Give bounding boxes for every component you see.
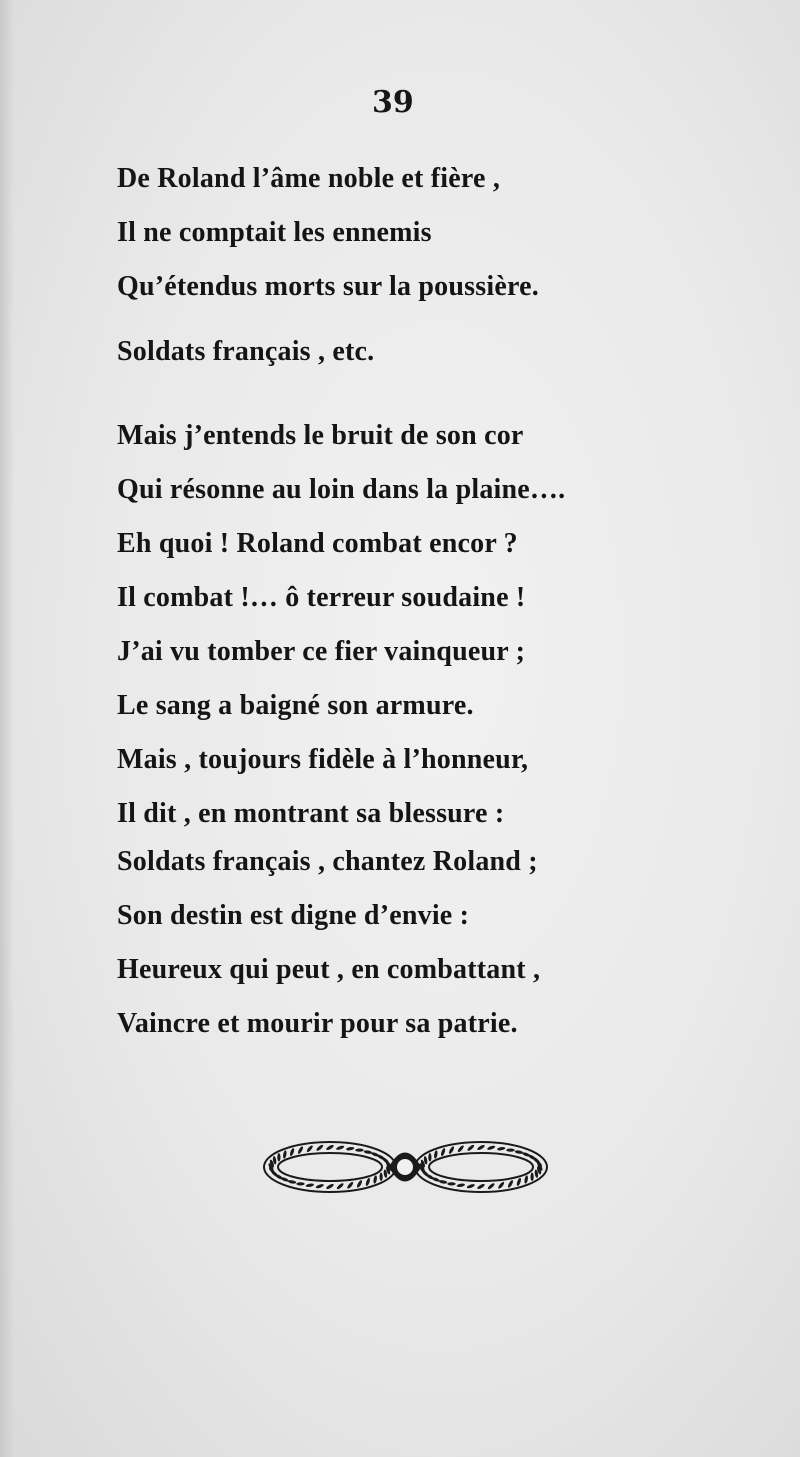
- verse-line: Il combat !… ô terreur soudaine !: [117, 582, 526, 613]
- verse-line: Qu’étendus morts sur la poussière.: [117, 271, 539, 302]
- stanza-1: [117, 152, 539, 314]
- verse-line: Il dit , en montrant sa blessure :: [117, 798, 505, 829]
- verse-line: Eh quoi ! Roland combat encor ?: [117, 528, 518, 559]
- verse-line: Mais , toujours fidèle à l’honneur,: [117, 744, 529, 775]
- verse-line: De Roland l’âme noble et fière ,: [117, 163, 501, 194]
- verse-line: Le sang a baigné son armure.: [117, 690, 474, 721]
- verse-line: Heureux qui peut , en combattant ,: [117, 954, 541, 985]
- page-gutter-shadow: [0, 0, 14, 1457]
- verse-line: Qui résonne au loin dans la plaine….: [117, 474, 566, 505]
- verse-line: Vaincre et mourir pour sa patrie.: [117, 1008, 518, 1039]
- stanza-2: [117, 409, 565, 841]
- verse-line: Mais j’entends le bruit de son cor: [117, 420, 524, 451]
- verse-line: J’ai vu tomber ce fier vainqueur ;: [117, 636, 526, 667]
- verse-line: Son destin est digne d’envie :: [117, 900, 470, 931]
- refrain-line: [117, 325, 374, 379]
- verse-line: Il ne comptait les ennemis: [117, 217, 432, 248]
- page-number: 39: [372, 85, 414, 120]
- verse-line: Soldats français , etc.: [117, 336, 375, 367]
- stanza-3: [117, 835, 540, 1051]
- verse-line: Soldats français , chantez Roland ;: [117, 846, 538, 877]
- laurel-wreath-icon: [258, 1134, 553, 1200]
